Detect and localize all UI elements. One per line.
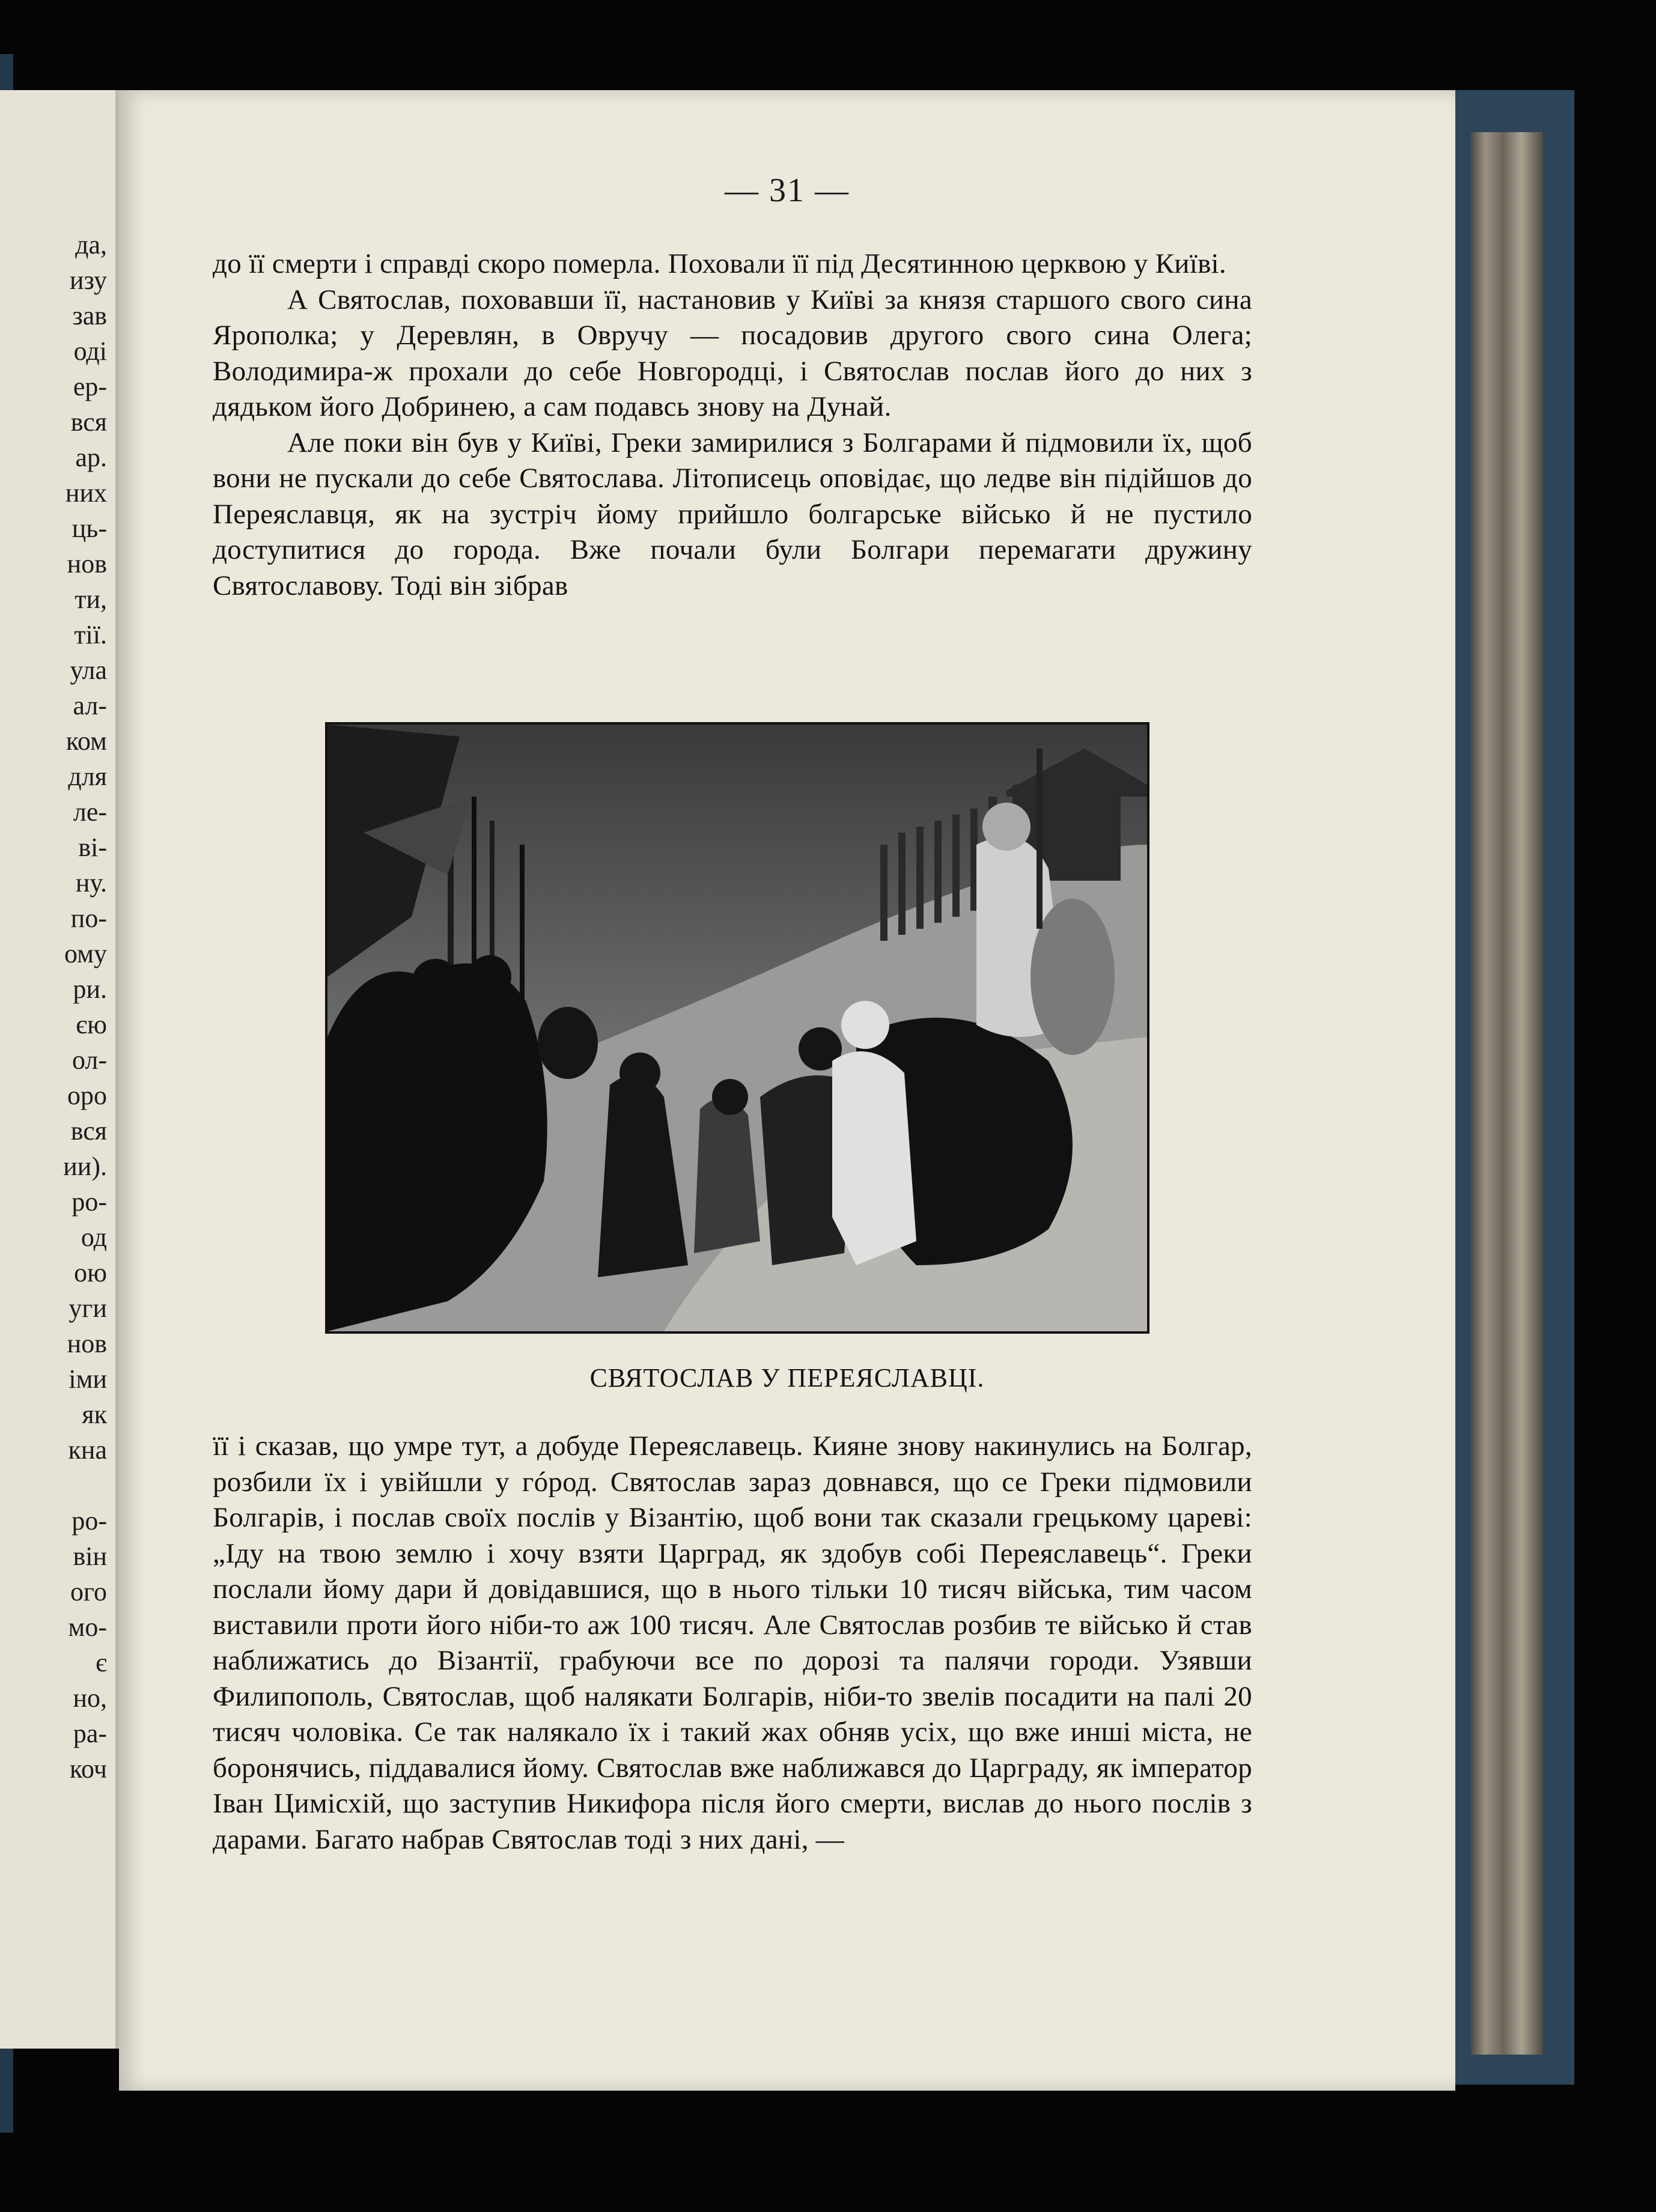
left-page-line-fragment: зав [72,301,107,330]
left-page-line-fragment: ну. [75,868,107,898]
left-page-line-fragment: ал- [73,691,107,720]
left-page-line-fragment: ць- [72,514,107,543]
left-page-line-fragment: ар. [75,443,107,472]
left-page-line-fragment: ра- [73,1719,107,1748]
left-page-line-fragment: ому [64,939,107,968]
left-page-line-fragment: ула [70,655,107,685]
text-block-bottom [213,1429,1252,1858]
left-page-line-fragment: нов [67,549,107,579]
paragraph: до її смерти і справді скоро померла. Поховали її під Десятинною церквою у Київі. [213,248,1226,279]
left-page-line-fragment: од [81,1223,107,1252]
text-block-top [213,246,1252,604]
left-page-line-fragment: ою [74,1258,107,1287]
left-page-line-fragment: є [96,1648,107,1677]
left-page-line-fragment: но, [73,1683,107,1713]
left-page-line-fragment: ии). [63,1152,107,1181]
left-page-line-fragment: ти, [75,585,107,614]
left-page-line-fragment: ле- [73,797,107,827]
engraving-illustration [325,722,1149,1334]
left-page-line-fragment: коч [69,1754,107,1784]
left-page-line-fragment: для [68,762,107,791]
left-page-line-fragment: да, [75,230,107,260]
page-number: — 31 — [725,172,850,209]
left-page-line-fragment: ві- [78,833,107,862]
left-page-line-fragment: ол- [72,1045,107,1075]
left-page-line-fragment: вся [70,407,107,437]
left-page-line-fragment: нов [67,1329,107,1358]
left-page-line-fragment: изу [69,266,107,295]
left-page-line-fragment: тії. [74,620,107,649]
paragraph: Але поки він був у Київі, Греки замирилися з Болгарами й підмовили їх, щоб вони не пускали до себе Святослава. Літописець оповідає, що ледве він підійшов до Переяславця, як на зустріч йому прийшло болгарське військо й не пустило доступитися до города. Вже почали були Болгари перемагати дружину Святославову. Тоді він зібрав [213,427,1252,601]
left-page-line-fragment: мо- [68,1612,107,1642]
left-page-line-fragment: єю [76,1010,107,1039]
left-page-edge [0,90,119,2049]
left-page-line-fragment: як [82,1400,107,1429]
left-page-line-fragment: ро- [72,1187,107,1217]
left-page-line-fragment: вся [70,1116,107,1146]
left-page-line-fragment: кна [68,1435,107,1465]
illustration-caption: СВЯТОСЛАВ У ПЕРЕЯСЛАВЦІ. [589,1363,985,1393]
left-page-line-fragment: оро [67,1081,107,1110]
paragraph: її і сказав, що умре тут, а добуде Переяславець. Кияне знову накинулись на Болгар, розбили їх і увійшли у гóрод. Святослав зараз довнався, що се Греки підмовили Болгарів, і послав своїх послів у Візантію, щоб вони так сказали грецькому цареві: „Іду на твою землю і хочу взяти Царград, як здобув собі Переяславець“. Греки послали йому дари й довідавшися, що в нього тільки 10 тисяч війська, тим часом виставили проти його ніби-то аж 100 тисяч. Але Святослав розбив те військо й став наближатись до Візантії, грабуючи все по дорозі та палячи городи. Узявши Филипополь, Святослав, щоб налякати Болгарів, ніби-то звелів посадити на палі 20 тисяч чоловіка. Се так налякало їх і такий жах обняв усіх, що вже инші міста, не боронячись, піддавалися йому. Святослав вже наближався до Царграду, як імператор Іван Цимісхій, що заступив Никифора після його смерти, вислав до нього послів з дарами. Багато набрав Святослав тоді з них дані, — [213,1430,1252,1855]
left-page-line-fragment: них [65,478,107,508]
paragraph: А Святослав, поховавши її, настановив у Київі за князя старшого свого сина Ярополка; у Деревлян, в Овручу — посадовив другого свого сина Олега; Володимира-ж прохали до себе Новгородці, і Святослав послав його до них з дядьком його Добринею, а сам подавсь знову на Дунай. [213,284,1252,422]
book-page-edges [1471,132,1543,2055]
left-page-line-fragment: ер- [73,372,107,401]
left-page-line-fragment: оді [73,336,107,366]
left-page-line-fragment: ком [65,726,107,756]
left-page-line-fragment: іми [68,1364,107,1394]
left-page-line-fragment: ого [70,1577,107,1606]
left-page-line-fragment: по- [70,904,107,933]
book-page [119,90,1455,2091]
left-page-line-fragment: він [73,1542,107,1571]
left-page-line-fragment: уги [68,1293,107,1323]
left-page-line-fragment: ро- [72,1506,107,1536]
left-page-line-fragment: ри. [73,974,107,1004]
